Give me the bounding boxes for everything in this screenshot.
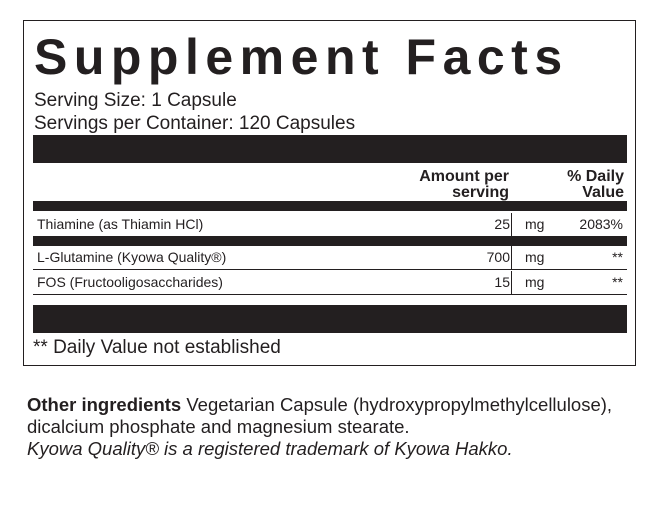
nutrient-amount: 15 xyxy=(494,274,510,290)
nutrient-row xyxy=(33,213,627,236)
servings-per-container: Servings per Container: 120 Capsules xyxy=(34,113,356,134)
column-separator xyxy=(511,246,512,269)
divider-bar-top xyxy=(33,135,627,163)
nutrient-amount: 700 xyxy=(486,249,510,265)
nutrient-name: L-Glutamine (Kyowa Quality®) xyxy=(37,249,227,265)
trademark-notice: Kyowa Quality® is a registered trademark of Kyowa Hakko. xyxy=(27,438,513,459)
serving-size: Serving Size: 1 Capsule xyxy=(34,90,237,111)
nutrient-amount: 25 xyxy=(494,216,510,232)
supplement-facts-panel xyxy=(23,20,636,366)
column-header-daily-value: % Daily Value xyxy=(567,168,624,201)
column-separator xyxy=(511,271,512,294)
divider-bar-bottom xyxy=(33,305,627,333)
other-ingredients xyxy=(27,394,652,460)
nutrient-unit: mg xyxy=(525,249,545,265)
divider-bar-thiamine xyxy=(33,236,627,246)
nutrient-name: FOS (Fructooligosaccharides) xyxy=(37,274,223,290)
nutrient-unit: mg xyxy=(525,216,545,232)
column-separator xyxy=(511,213,512,236)
other-ingredients-text-1: Vegetarian Capsule (hydroxypropylmethylcellulose), xyxy=(181,394,613,415)
nutrient-row xyxy=(33,271,627,295)
nutrient-row xyxy=(33,246,627,270)
divider-bar-header xyxy=(33,201,627,211)
other-ingredients-line-1 xyxy=(27,394,652,416)
nutrient-unit: mg xyxy=(525,274,545,290)
panel-title: Supplement Facts xyxy=(34,29,569,85)
other-ingredients-text-2: dicalcium phosphate and magnesium stearate. xyxy=(27,416,410,437)
nutrient-daily-value: ** xyxy=(612,249,623,265)
daily-value-footnote: ** Daily Value not established xyxy=(33,337,281,358)
nutrient-daily-value: ** xyxy=(612,274,623,290)
nutrient-daily-value: 2083% xyxy=(579,216,623,232)
column-header-amount: Amount per serving xyxy=(419,168,509,201)
nutrient-name: Thiamine (as Thiamin HCl) xyxy=(37,216,204,232)
other-ingredients-label: Other ingredients xyxy=(27,394,182,415)
